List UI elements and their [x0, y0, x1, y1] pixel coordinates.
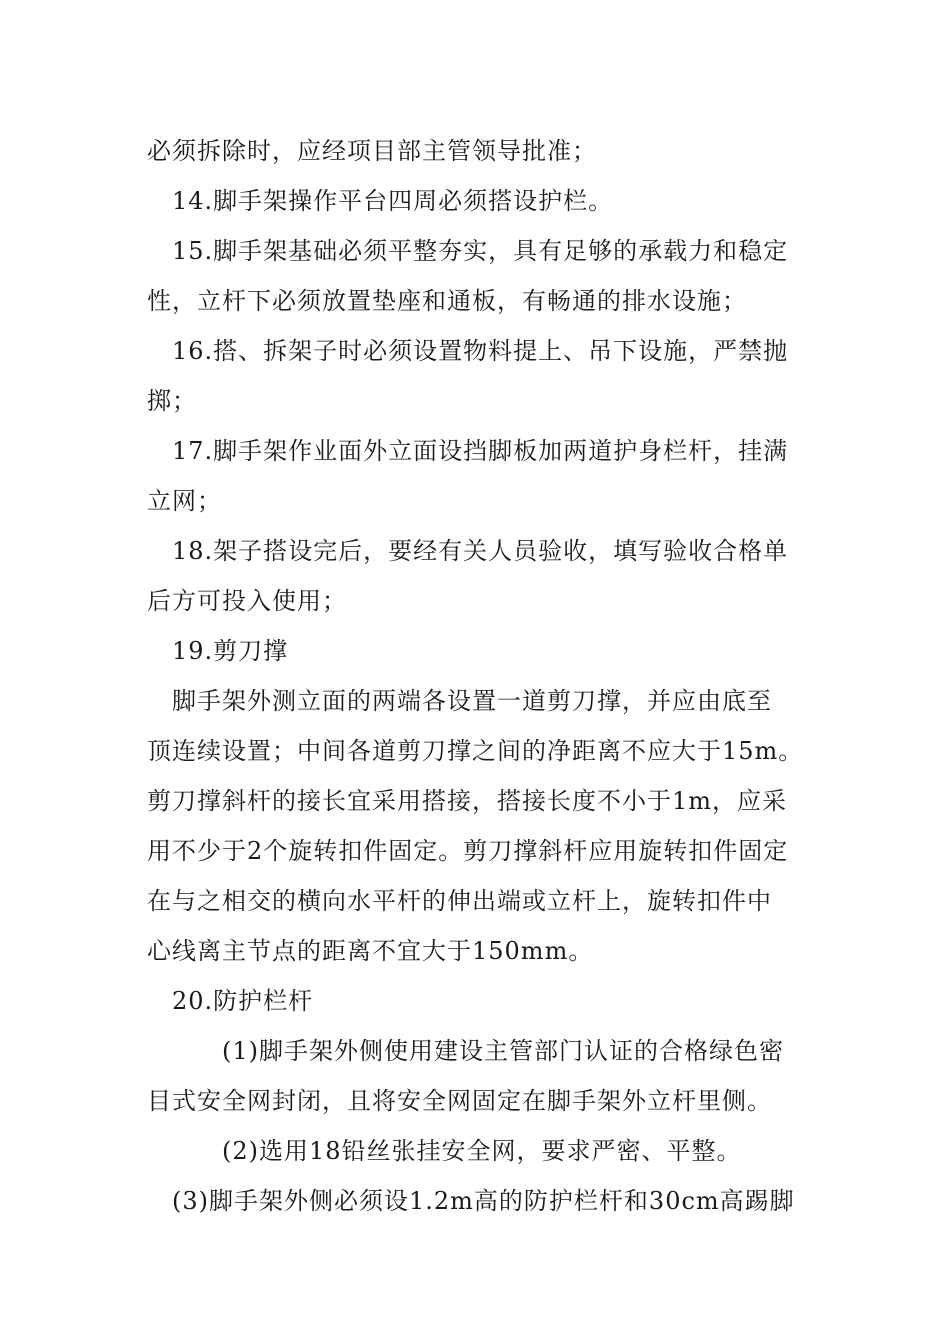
text-line: 在与之相交的横向水平杆的伸出端或立杆上，旋转扣件中 — [147, 887, 772, 915]
text-line: 立网； — [147, 487, 222, 515]
section-heading: 19.剪刀撑 — [172, 637, 289, 665]
text-line: 16.搭、拆架子时必须设置物料提上、吊下设施，严禁抛 — [172, 337, 789, 365]
text-line: 后方可投入使用； — [147, 587, 347, 615]
text-line: 顶连续设置；中间各道剪刀撑之间的净距离不应大于15m。 — [147, 737, 804, 765]
text-line: 用不少于2个旋转扣件固定。剪刀撑斜杆应用旋转扣件固定 — [147, 837, 789, 865]
text-line: 掷； — [147, 387, 197, 415]
text-line: 脚手架外测立面的两端各设置一道剪刀撑，并应由底至 — [172, 687, 772, 715]
text-line: 目式安全网封闭，且将安全网固定在脚手架外立杆里侧。 — [147, 1087, 772, 1115]
section-heading: 20.防护栏杆 — [172, 987, 314, 1015]
text-line: 性，立杆下必须放置垫座和通板，有畅通的排水设施； — [147, 287, 747, 315]
text-line: 18.架子搭设完后，要经有关人员验收，填写验收合格单 — [172, 537, 789, 565]
text-line: 剪刀撑斜杆的接长宜采用搭接，搭接长度不小于1m，应采 — [147, 787, 788, 815]
text-line: 17.脚手架作业面外立面设挡脚板加两道护身栏杆，挂满 — [172, 437, 789, 465]
text-line: (3)脚手架外侧必须设1.2m高的防护栏杆和30cm高踢脚 — [172, 1187, 795, 1215]
text-line: 15.脚手架基础必须平整夯实，具有足够的承载力和稳定 — [172, 237, 789, 265]
text-line: 14.脚手架操作平台四周必须搭设护栏。 — [172, 187, 614, 215]
text-line: 必须拆除时，应经项目部主管领导批准； — [147, 137, 597, 165]
text-line: 心线离主节点的距离不宜大于150mm。 — [147, 937, 594, 965]
text-line: (1)脚手架外侧使用建设主管部门认证的合格绿色密 — [222, 1037, 784, 1065]
text-line: (2)选用18铅丝张挂安全网，要求严密、平整。 — [222, 1137, 742, 1165]
